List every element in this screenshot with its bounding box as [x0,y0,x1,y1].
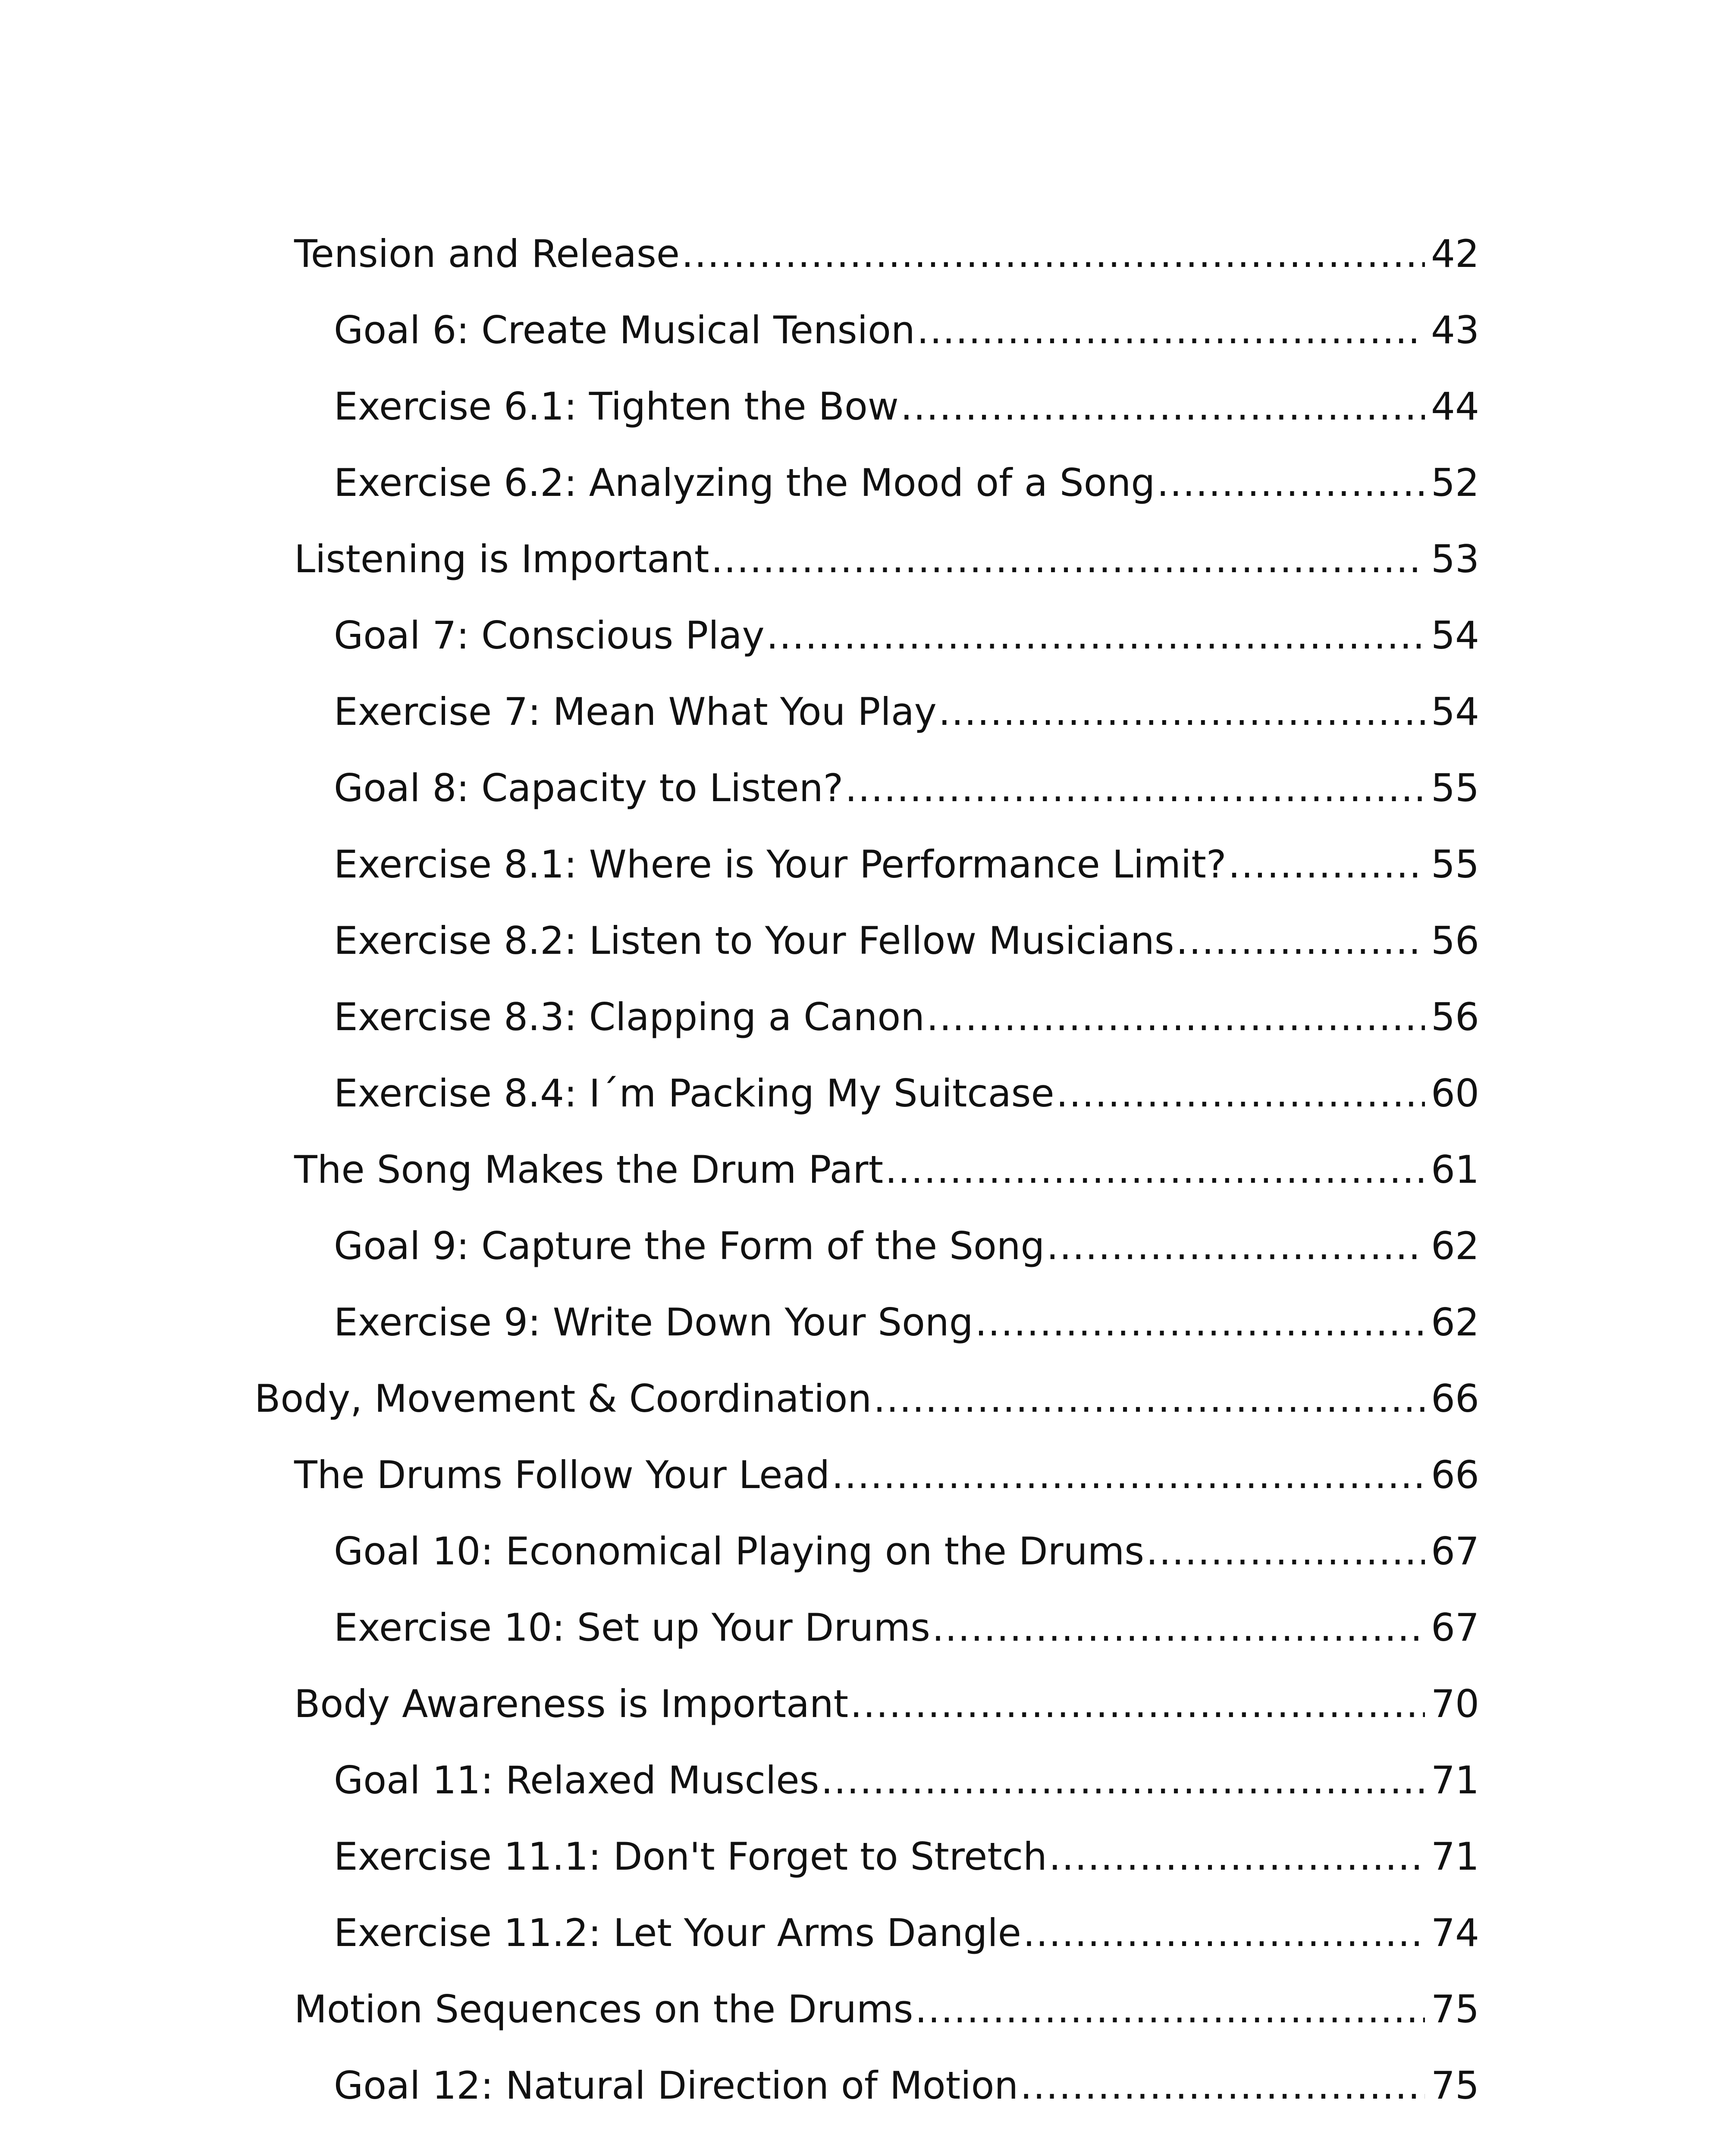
toc-page-number: 44 [1431,384,1479,429]
toc-entry-title: Exercise 8.2: Listen to Your Fellow Musicians [334,918,1174,963]
toc-dot-leader [1228,846,1425,884]
toc-dot-leader [975,1304,1425,1341]
toc-dot-leader [885,1151,1425,1189]
toc-entry-title: The Song Makes the Drum Part [294,1147,884,1192]
toc-page-number: 61 [1431,1147,1479,1192]
toc-entry[interactable] [254,1071,1479,1151]
toc-entry[interactable] [254,1605,1479,1685]
toc-entry[interactable] [254,1376,1479,1456]
toc-dot-leader [938,693,1425,731]
toc-page-number: 56 [1431,918,1479,963]
toc-entry-title: Motion Sequences on the Drums [294,1987,913,2031]
toc-page-number: 67 [1431,1529,1479,1573]
toc-dot-leader [1020,2067,1425,2105]
toc-entry-title: Exercise 9: Write Down Your Song [334,1300,973,1344]
toc-entry-title: Goal 6: Create Musical Tension [334,308,915,352]
toc-page-number: 62 [1431,1224,1479,1268]
toc-page-number: 60 [1431,1071,1479,1116]
toc-entry[interactable] [254,918,1479,998]
toc-entry[interactable] [254,1300,1479,1380]
toc-page-number: 43 [1431,308,1479,352]
toc-page-number: 56 [1431,995,1479,1039]
toc-entry[interactable] [254,1834,1479,1914]
toc-dot-leader [821,1761,1425,1799]
toc-entry-title: Goal 11: Relaxed Muscles [334,1758,819,1802]
toc-entry-title: Exercise 8.4: I´m Packing My Suitcase [334,1071,1054,1116]
toc-page-number: 66 [1431,1376,1479,1421]
toc-page-number: 42 [1431,232,1479,276]
toc-page-number: 75 [1431,2063,1479,2108]
toc-page-number: 62 [1431,1300,1479,1344]
toc-dot-leader [932,1609,1425,1647]
toc-dot-leader [901,388,1425,426]
toc-entry-title: Goal 7: Conscious Play [334,613,765,658]
toc-page-number: 71 [1431,1834,1479,1879]
toc-dot-leader [681,235,1425,273]
toc-entry[interactable] [254,1911,1479,1990]
toc-dot-leader [915,1990,1425,2028]
toc-entry-title: The Drums Follow Your Lead [294,1453,830,1497]
toc-entry[interactable] [254,1529,1479,1609]
toc-entry[interactable] [254,1453,1479,1532]
toc-dot-leader [1146,1532,1425,1570]
toc-dot-leader [845,769,1425,807]
toc-dot-leader [1046,1227,1425,1265]
toc-entry-title: Exercise 11.1: Don't Forget to Stretch [334,1834,1047,1879]
toc-page-number: 71 [1431,1758,1479,1802]
table-of-contents [254,232,1479,2143]
toc-entry[interactable] [254,842,1479,922]
toc-entry-title: Exercise 6.2: Analyzing the Mood of a Song [334,461,1155,505]
toc-entry[interactable] [254,1987,1479,2067]
toc-page-number: 52 [1431,461,1479,505]
toc-dot-leader [873,1380,1425,1418]
toc-entry-title: Goal 12: Natural Direction of Motion [334,2063,1019,2108]
toc-entry[interactable] [254,1224,1479,1304]
toc-dot-leader [1023,1914,1425,1952]
toc-entry[interactable] [254,1758,1479,1838]
toc-page-number: 55 [1431,842,1479,887]
toc-entry[interactable] [254,537,1479,617]
toc-entry[interactable] [254,689,1479,769]
toc-page-number: 53 [1431,537,1479,581]
toc-entry-title: Exercise 8.3: Clapping a Canon [334,995,925,1039]
toc-entry[interactable] [254,1147,1479,1227]
toc-dot-leader [711,540,1425,578]
toc-entry-title: Exercise 8.1: Where is Your Performance Limit? [334,842,1227,887]
toc-entry-title: Body Awareness is Important [294,1682,849,1726]
toc-page-number: 55 [1431,766,1479,810]
toc-entry-title: Exercise 10: Set up Your Drums [334,1605,930,1650]
toc-dot-leader [1176,922,1425,960]
toc-entry[interactable] [254,384,1479,464]
toc-entry-title: Exercise 7: Mean What You Play [334,689,937,734]
toc-entry[interactable] [254,1682,1479,1761]
toc-dot-leader [831,1456,1425,1494]
toc-entry-title: Goal 8: Capacity to Listen? [334,766,844,810]
toc-entry-title: Body, Movement & Coordination [254,1376,872,1421]
toc-page-number: 75 [1431,1987,1479,2031]
toc-entry[interactable] [254,232,1479,311]
toc-dot-leader [850,1685,1425,1723]
toc-entry[interactable] [254,995,1479,1075]
toc-entry-title: Tension and Release [294,232,680,276]
toc-entry-title: Listening is Important [294,537,709,581]
toc-dot-leader [917,311,1425,349]
toc-entry-title: Exercise 11.2: Let Your Arms Dangle [334,1911,1021,1955]
toc-entry[interactable] [254,461,1479,540]
toc-dot-leader [766,617,1425,655]
toc-entry[interactable] [254,766,1479,846]
toc-dot-leader [926,998,1425,1036]
toc-page-number: 74 [1431,1911,1479,1955]
toc-page-number: 70 [1431,1682,1479,1726]
toc-page-number: 54 [1431,613,1479,658]
toc-entry[interactable] [254,308,1479,388]
toc-page-number: 66 [1431,1453,1479,1497]
toc-dot-leader [1049,1838,1425,1876]
toc-dot-leader [1157,464,1425,502]
toc-entry-title: Exercise 6.1: Tighten the Bow [334,384,899,429]
toc-entry-title: Goal 9: Capture the Form of the Song [334,1224,1045,1268]
toc-page-number: 54 [1431,689,1479,734]
toc-entry[interactable] [254,613,1479,693]
toc-dot-leader [1056,1075,1425,1112]
toc-entry-title: Goal 10: Economical Playing on the Drums [334,1529,1145,1573]
toc-page-number: 67 [1431,1605,1479,1650]
toc-entry[interactable] [254,2063,1479,2143]
